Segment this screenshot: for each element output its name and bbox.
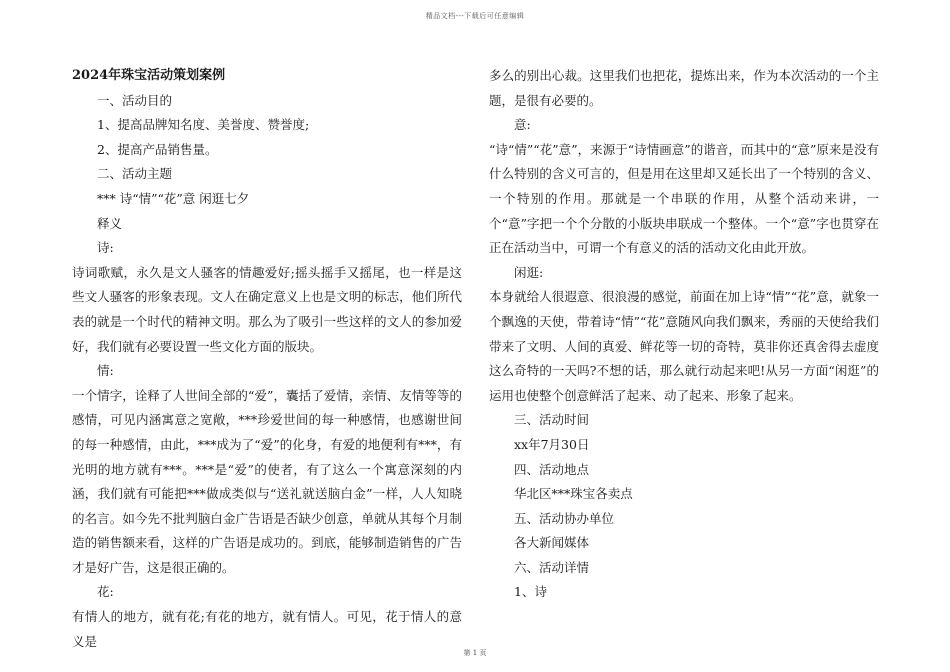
paragraph: 闲逛: <box>514 264 544 280</box>
page-header: 精品文档---下载后可任意编辑 <box>425 12 525 20</box>
paragraph: 一个情字，诠释了人世间全部的“爱”，囊括了爱情，亲情、友情等等的感情，可见内涵寓意之宽敞，***珍爱世间的每一种感情，也感谢世间的每一种感情，由此，***成为了“爱”的化身，有爱的地便利有***，有光明的地方就有***。***是“爱”的使者，有了这么一个寓意深刻的内涵，我们就有可能把***做成类似与“送礼就送脑白金”一样，人人知晓的名言。如今先不批判脑白金广告语是否缺少创意，单就从其每个月制造的销售额来看，这样的广告语是成功的。到底，能够制造销售的广告才是好广告，这是很正确的。 <box>72 387 462 575</box>
paragraph: 1、诗 <box>514 584 547 600</box>
paragraph: 本身就给人很遐意、很浪漫的感觉，前面在加上诗“情”“花”意，就象一个飘逸的天使，带着诗“情”“花”意随风向我们飘来，秀丽的天使给我们带来了文明、人间的真爱、鲜花等一切的奇特，莫非你还真舍得去虚度这么奇特的一天吗?不想的话，那么就行动起来吧!从另一方面“闲逛”的运用也使整个创意鲜活了起来、动了起来、形象了起来。 <box>489 289 879 403</box>
paragraph: “诗“情”“花”意”，来源于“诗情画意”的谐音，而其中的“意”原来是没有什么特别的含义可言的，但是用在这里却又延长出了一个特别的含义、一个特别的作用。那就是一个串联的作用，从整个活动来讲，一个“意”字把一个个分散的小版块串联成一个整体。一个“意”字也贯穿在正在活动当中，可谓一个有意义的活的活动文化由此开放。 <box>489 141 879 256</box>
paragraph: 诗词歌赋，永久是文人骚客的情趣爱好;摇头摇手又摇尾，也一样是这些文人骚客的形象表现。文人在确定意义上也是文明的标志，他们所代表的就是一个时代的精神文明。那么为了吸引一些这样的文人的参加爱好，我们就有必要设置一些文化方面的版块。 <box>72 264 462 354</box>
right-column <box>489 64 879 605</box>
paragraph: 华北区***珠宝各卖点 <box>514 486 633 502</box>
paragraph: 2、提高产品销售量。 <box>97 141 218 157</box>
right-column-body <box>489 64 879 605</box>
paragraph: 花: <box>97 584 114 600</box>
paragraph: 意: <box>514 117 531 133</box>
paragraph: 四、活动地点 <box>514 461 590 477</box>
paragraph: 各大新闻媒体 <box>514 535 590 551</box>
paragraph: 三、活动时间 <box>514 412 590 428</box>
paragraph: xx年7月30日 <box>514 436 590 452</box>
left-column-body <box>72 89 462 655</box>
paragraph: 六、活动详情 <box>514 559 590 575</box>
paragraph: 情: <box>97 363 114 379</box>
paragraph: 诗: <box>97 240 114 256</box>
paragraph: 一、活动目的 <box>97 92 173 108</box>
document-title: 2024年珠宝活动策划案例 <box>72 68 226 83</box>
paragraph: 五、活动协办单位 <box>514 510 615 526</box>
paragraph-continuation: 多么的别出心裁。这里我们也把花，提炼出来，作为本次活动的一个主题，是很有必要的。 <box>489 68 879 108</box>
left-column <box>72 64 462 654</box>
page-number: 第 1 页 <box>463 649 487 657</box>
paragraph: 释义 <box>97 215 123 231</box>
paragraph: 1、提高品牌知名度、美誉度、赞誉度; <box>97 117 310 133</box>
paragraph: 二、活动主题 <box>97 166 173 182</box>
paragraph: *** 诗“情”“花”意 闲逛七夕 <box>97 190 250 206</box>
paragraph: 有情人的地方，就有花;有花的地方，就有情人。可见，花于情人的意义是 <box>72 609 462 649</box>
